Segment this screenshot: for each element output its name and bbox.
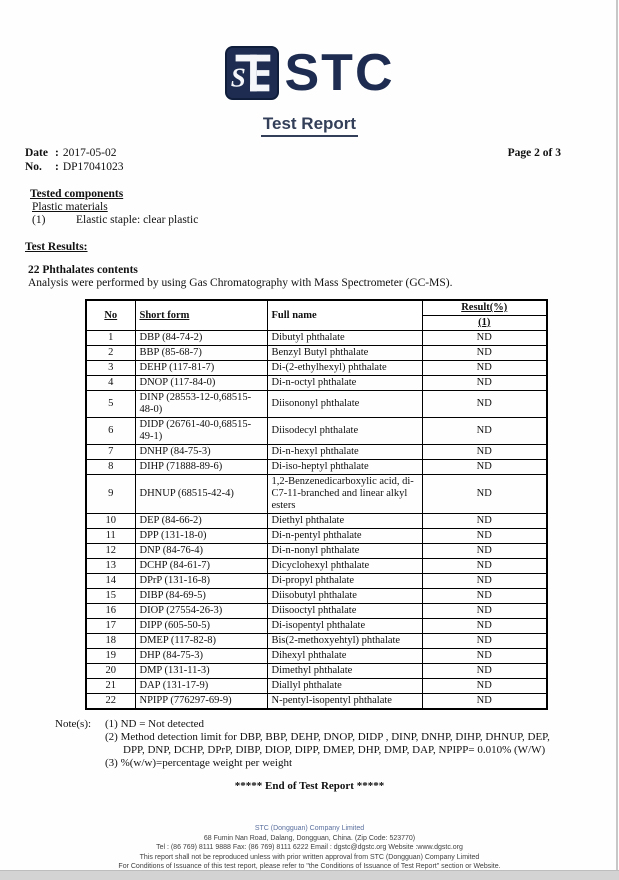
cell-no: 21 [86, 679, 135, 694]
footer-lines [0, 834, 619, 872]
table-row [86, 514, 547, 529]
cell-short-form: DNOP (117-84-0) [135, 376, 267, 391]
cell-short-form: DIPP (605-50-5) [135, 619, 267, 634]
page-title: Test Report [261, 114, 358, 137]
cell-short-form: DIOP (27554-26-3) [135, 604, 267, 619]
cell-no: 7 [86, 445, 135, 460]
table-row [86, 475, 547, 514]
date-label: Date [25, 147, 48, 159]
header-full-name: Full name [267, 300, 422, 331]
cell-result: ND [422, 649, 547, 664]
footer-line: Tel : (86 769) 8111 9888 Fax: (86 769) 8111 6222 Email : dgstc@dgstc.org Website :www.dgstc.org [156, 844, 463, 851]
cell-no: 6 [86, 418, 135, 445]
analysis-method-text: Analysis were performed by using Gas Chromatography with Mass Spectrometer (GC-MS). [28, 277, 453, 289]
cell-full-name: Di-(2-ethylhexyl) phthalate [267, 361, 422, 376]
cell-result: ND [422, 679, 547, 694]
cell-full-name: Di-iso-heptyl phthalate [267, 460, 422, 475]
cell-no: 1 [86, 331, 135, 346]
cell-result: ND [422, 559, 547, 574]
cell-full-name: Bis(2-methoxyehtyl) phthalate [267, 634, 422, 649]
table-row [86, 460, 547, 475]
report-no-separator: : [55, 160, 59, 173]
cell-no: 14 [86, 574, 135, 589]
results-table-body [86, 331, 547, 710]
cell-full-name: Dihexyl phthalate [267, 649, 422, 664]
cell-result: ND [422, 694, 547, 710]
table-row [86, 679, 547, 694]
table-row [86, 634, 547, 649]
page-number: Page 2 of 3 [507, 147, 561, 159]
cell-short-form: NPIPP (776297-69-9) [135, 694, 267, 710]
cell-short-form: DHP (84-75-3) [135, 649, 267, 664]
footer [0, 824, 619, 872]
end-of-report-line: ***** End of Test Report ***** [234, 780, 385, 792]
cell-result: ND [422, 544, 547, 559]
table-row [86, 664, 547, 679]
tested-component-item [32, 214, 619, 227]
table-row [86, 619, 547, 634]
header-no: No [86, 300, 135, 331]
cell-result: ND [422, 634, 547, 649]
cell-short-form: DEP (84-66-2) [135, 514, 267, 529]
table-row [86, 574, 547, 589]
footer-line: For Conditions of Issuance of this test report, please refer to "the Conditions of Issuance of Test Report" section or Website. [118, 863, 501, 870]
header-result-sub: (1) [422, 316, 547, 331]
cell-short-form: DHNUP (68515-42-4) [135, 475, 267, 514]
header-result: Result(%) [422, 300, 547, 316]
cell-full-name: N-pentyl-isopentyl phthalate [267, 694, 422, 710]
cell-short-form: DEHP (117-81-7) [135, 361, 267, 376]
cell-result: ND [422, 331, 547, 346]
cell-short-form: DBP (84-74-2) [135, 331, 267, 346]
notes-label: Note(s): [55, 718, 92, 730]
cell-no: 18 [86, 634, 135, 649]
footer-company-name: STC (Dongguan) Company Limited [254, 825, 365, 832]
cell-full-name: Diisooctyl phthalate [267, 604, 422, 619]
cell-result: ND [422, 376, 547, 391]
cell-result: ND [422, 514, 547, 529]
cell-no: 12 [86, 544, 135, 559]
cell-no: 17 [86, 619, 135, 634]
cell-short-form: DIHP (71888-89-6) [135, 460, 267, 475]
cell-full-name: Di-n-hexyl phthalate [267, 445, 422, 460]
report-no-label: No. [25, 160, 42, 173]
cell-no: 5 [86, 391, 135, 418]
cell-short-form: DIDP (26761-40-0,68515-49-1) [135, 418, 267, 445]
stc-logo [0, 0, 619, 100]
cell-full-name: Dibutyl phthalate [267, 331, 422, 346]
cell-full-name: Benzyl Butyl phthalate [267, 346, 422, 361]
cell-short-form: DPrP (131-16-8) [135, 574, 267, 589]
cell-no: 20 [86, 664, 135, 679]
cell-result: ND [422, 346, 547, 361]
cell-full-name: Di-n-octyl phthalate [267, 376, 422, 391]
table-row [86, 604, 547, 619]
date-line [25, 147, 561, 161]
phthalates-section-title: 22 Phthalates contents [28, 264, 138, 276]
cell-result: ND [422, 361, 547, 376]
note-item: (1) ND = Not detected [105, 718, 205, 730]
tested-component-index: (1) [32, 214, 46, 226]
page-right-edge [616, 0, 618, 880]
note-item: (3) %(w/w)=percentage weight per weight [105, 757, 293, 769]
cell-no: 2 [86, 346, 135, 361]
table-row [86, 376, 547, 391]
note-item: (2) Method detection limit for DBP, BBP, DEHP, DNOP, DIDP , DINP, DNHP, DIHP, DHNUP, DEP, DPP, DNP, DCHP, DPrP, DIBP, DIOP, DIPP, DMEP, DHP, DMP, DAP, NPIPP= 0.010% (W/W) [105, 731, 550, 756]
cell-no: 22 [86, 694, 135, 710]
cell-short-form: DCHP (84-61-7) [135, 559, 267, 574]
table-row [86, 544, 547, 559]
cell-short-form: DPP (131-18-0) [135, 529, 267, 544]
report-no-value: DP17041023 [62, 160, 124, 173]
cell-result: ND [422, 604, 547, 619]
cell-no: 19 [86, 649, 135, 664]
report-meta [25, 147, 561, 174]
cell-full-name: Diisobutyl phthalate [267, 589, 422, 604]
test-results-heading: Test Results: [25, 241, 88, 253]
page-bottom-edge [0, 870, 619, 880]
cell-full-name: Dicyclohexyl phthalate [267, 559, 422, 574]
cell-short-form: DIBP (84-69-5) [135, 589, 267, 604]
stc-logo-text: STC [284, 44, 395, 102]
cell-full-name: Dimethyl phthalate [267, 664, 422, 679]
cell-result: ND [422, 475, 547, 514]
cell-no: 11 [86, 529, 135, 544]
cell-short-form: DNHP (84-75-3) [135, 445, 267, 460]
table-row [86, 589, 547, 604]
cell-result: ND [422, 574, 547, 589]
tested-components-heading: Tested components [30, 188, 124, 200]
phthalates-section [28, 264, 619, 290]
cell-no: 8 [86, 460, 135, 475]
cell-full-name: Di-propyl phthalate [267, 574, 422, 589]
cell-full-name: Di-isopentyl phthalate [267, 619, 422, 634]
cell-result: ND [422, 664, 547, 679]
cell-full-name: Di-n-nonyl phthalate [267, 544, 422, 559]
tested-components-subheading: Plastic materials [32, 201, 108, 213]
notes-section [55, 718, 619, 770]
cell-short-form: DNP (84-76-4) [135, 544, 267, 559]
table-row [86, 529, 547, 544]
svg-text:S: S [230, 62, 246, 93]
table-row [86, 418, 547, 445]
notes-items [105, 718, 573, 770]
cell-no: 9 [86, 475, 135, 514]
cell-no: 3 [86, 361, 135, 376]
table-row [86, 346, 547, 361]
date-separator: : [55, 147, 59, 159]
cell-no: 10 [86, 514, 135, 529]
cell-full-name: Di-n-pentyl phthalate [267, 529, 422, 544]
cell-result: ND [422, 391, 547, 418]
cell-full-name: Diisodecyl phthalate [267, 418, 422, 445]
cell-result: ND [422, 529, 547, 544]
cell-full-name: Diallyl phthalate [267, 679, 422, 694]
cell-result: ND [422, 445, 547, 460]
cell-no: 15 [86, 589, 135, 604]
results-table [85, 299, 548, 710]
cell-full-name: Diisononyl phthalate [267, 391, 422, 418]
table-row [86, 559, 547, 574]
tested-component-text: Elastic staple: clear plastic [76, 214, 199, 226]
footer-line: 68 Fumin Nan Road, Dalang, Dongguan, China. (Zip Code: 523770) [203, 834, 416, 842]
stc-logo-icon [225, 46, 279, 100]
footer-line: This report shall not be reproduced unless with prior written approval from STC (Dongguan) Company Limited [139, 853, 480, 861]
table-row [86, 361, 547, 376]
cell-result: ND [422, 589, 547, 604]
cell-short-form: DMEP (117-82-8) [135, 634, 267, 649]
header-short-form: Short form [135, 300, 267, 331]
cell-short-form: BBP (85-68-7) [135, 346, 267, 361]
cell-short-form: DINP (28553-12-0,68515-48-0) [135, 391, 267, 418]
cell-no: 16 [86, 604, 135, 619]
cell-short-form: DAP (131-17-9) [135, 679, 267, 694]
report-no-line [25, 161, 561, 175]
cell-result: ND [422, 460, 547, 475]
table-row [86, 445, 547, 460]
date-value: 2017-05-02 [62, 147, 117, 159]
table-row [86, 649, 547, 664]
results-table-header [86, 300, 547, 331]
cell-full-name: Diethyl phthalate [267, 514, 422, 529]
cell-result: ND [422, 418, 547, 445]
cell-no: 4 [86, 376, 135, 391]
cell-result: ND [422, 619, 547, 634]
table-row [86, 391, 547, 418]
cell-short-form: DMP (131-11-3) [135, 664, 267, 679]
tested-components-section [30, 188, 619, 227]
cell-no: 13 [86, 559, 135, 574]
cell-full-name: 1,2-Benzenedicarboxylic acid, di-C7-11-branched and linear alkyl esters [267, 475, 422, 514]
table-row [86, 331, 547, 346]
table-row [86, 694, 547, 710]
